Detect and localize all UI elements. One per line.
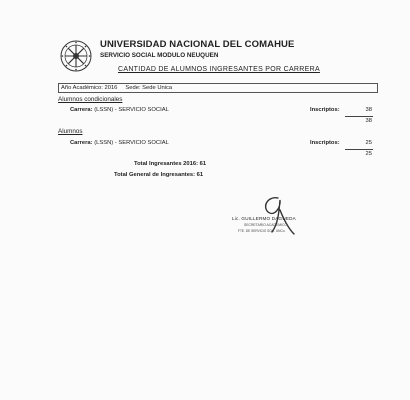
academic-year: Año Académico: 2016 — [61, 85, 118, 91]
report-title: CANTIDAD DE ALUMNOS INGRESANTES POR CARRERA — [118, 66, 320, 73]
total-ingresantes: Total Ingresantes 2016: 61 — [134, 161, 207, 167]
sede-label: Sede: Sede Unica — [125, 85, 173, 91]
subtotal-rule — [345, 116, 373, 117]
carrera-row — [70, 107, 169, 113]
signatory-role: SECRETARIO ACADEMICO — [244, 223, 288, 227]
inscriptos-label: Inscriptos: — [310, 140, 340, 146]
group-title: Alumnos condicionales — [58, 96, 123, 103]
group-title: Alumnos — [58, 128, 83, 135]
university-subtitle: SERVICIO SOCIAL MODULO NEUQUEN — [100, 52, 219, 59]
subtotal-value: 25 — [365, 151, 372, 157]
subtotal-value: 38 — [365, 118, 372, 124]
carrera-name: (LSSN) - SERVICIO SOCIAL — [94, 140, 169, 146]
signatory-name: Lic. GUILLERMO DAGUEDA — [232, 216, 296, 221]
university-name: UNIVERSIDAD NACIONAL DEL COMAHUE — [100, 39, 295, 50]
carrera-row — [70, 140, 169, 146]
total-general: Total General de Ingresantes: 61 — [114, 172, 204, 178]
carrera-label: Carrera: — [70, 140, 93, 146]
signatory-dept: FTE. DE SERVICIO SOC. UNCo. — [238, 229, 286, 233]
carrera-label: Carrera: — [70, 107, 93, 113]
university-seal-icon — [60, 40, 92, 72]
inscriptos-value: 38 — [365, 107, 372, 113]
inscriptos-value: 25 — [365, 140, 372, 146]
subtotal-rule — [345, 149, 373, 150]
carrera-name: (LSSN) - SERVICIO SOCIAL — [94, 107, 169, 113]
academic-year-box — [58, 83, 378, 93]
inscriptos-label: Inscriptos: — [310, 107, 340, 113]
